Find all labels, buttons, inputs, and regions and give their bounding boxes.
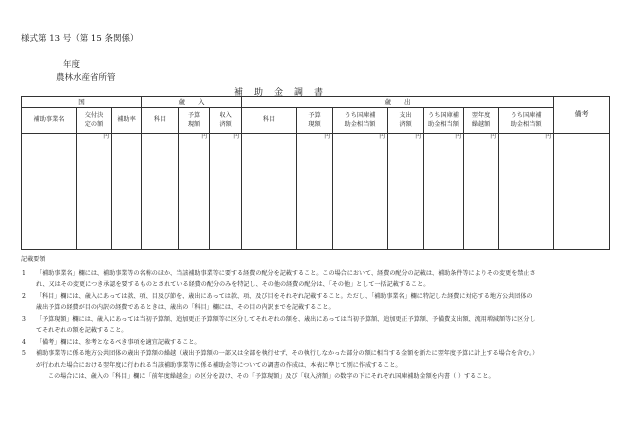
header-yosan-revenue [179,108,210,134]
group-kuni: 国 [22,97,142,108]
instruction-text: 「予算現額」欄には、歳入にあっては当初予算額、追加更正予算額等に区分してそれぞれの額を、歳出にあっては当初予算額、追加更正予算額、予備費支出額、流用増減額等に区分し [36,315,536,323]
cell-shishutsu-zumi [388,134,424,250]
fiscal-year-label: 年度 [63,60,81,70]
header-kofu-kettei-line1: 交付決 [84,112,104,120]
header-kokko-soto-a [333,108,388,134]
instructions [21,254,617,383]
instructions-title: 記載要領 [21,256,46,263]
header-kokko-soto-b-line2: 助金相当額 [428,120,459,128]
header-shishutsu-zumi-line2: 済額 [399,120,412,128]
cell-kokko-soto-b [424,134,464,250]
cell-yosan-expenditure [297,134,333,250]
header-jigyo-mei: 補助事業名 [22,108,77,134]
instruction-number: 5 [22,350,26,357]
group-expenditure: 歳 出 [242,97,554,108]
header-yosan-expenditure [297,108,333,134]
instruction-text: 「備考」欄には、参考となるべき事項を適宜記載すること。 [36,338,201,346]
instruction-text: 「補助事業名」欄には、補助事業等の名称のほか、当該補助事業等に要する経費の配分を記載すること。この場合において、経費の配分の記載は、補助条件等によりその変更を禁止さ [36,269,536,277]
header-yosan-expenditure-line2: 現額 [308,120,321,128]
header-yosan-expenditure-line1: 予算 [308,112,321,120]
group-revenue: 歳 入 [142,97,242,108]
header-kokko-soto-a-line2: 助金相当額 [344,120,376,128]
subsidy-table [21,96,610,250]
instruction-item-1 [21,268,617,280]
instruction-number: 4 [22,338,26,346]
header-kofu-kettei [77,108,112,134]
header-kokko-soto-b-line1: うち国庫補 [428,112,459,120]
instruction-item-2 [21,291,617,303]
cell-shunyu-zumi [210,134,242,250]
instruction-number: 3 [22,315,26,323]
document-title: 補助金調書 [234,88,335,98]
unit-yen: 円 [545,134,552,140]
header-kokko-soto-c [499,108,554,134]
instruction-number: 1 [22,269,26,277]
cell-jigyo-mei [22,134,77,250]
header-kurikoshi-line1: 翌年度 [471,112,491,120]
cell-kamoku-expenditure [242,134,297,250]
header-hojo-ritsu: 補助率 [112,108,142,134]
header-biko-label: 備考 [574,110,589,119]
instruction-item-5 [21,348,617,360]
unit-yen: 円 [490,134,496,140]
cell-kokko-soto-a [333,134,388,250]
header-kokko-soto-c-line2: 助金相当額 [510,120,542,128]
unit-yen: 円 [379,134,385,140]
cell-yosan-revenue [179,134,210,250]
instruction-number: 2 [22,292,26,300]
cell-kofu-kettei [77,134,112,250]
header-kokko-soto-a-line1: うち国庫補 [344,112,376,120]
header-shunyu-zumi-line2: 済額 [219,120,232,128]
cell-kokko-soto-c [499,134,554,250]
instruction-text-sub: この場合には、歳入の「科目」欄に「前年度繰越金」の区分を設け、その「予算現額」及び「収入済額」の数字の下にそれぞれ国庫補助金額を内書（ ）すること。 [48,373,495,380]
unit-yen: 円 [103,134,109,140]
unit-yen: 円 [324,134,330,140]
cell-kurikoshi [464,134,499,250]
header-shishutsu-zumi-line1: 支出 [399,112,412,120]
header-kamoku-revenue: 科目 [142,108,179,134]
header-kamoku-expenditure: 科目 [242,108,297,134]
header-biko [554,97,610,134]
header-yosan-revenue-line1: 予算 [187,112,201,120]
cell-hojo-ritsu [112,134,142,250]
header-shunyu-zumi [210,108,242,134]
instruction-item-3 [21,314,617,326]
header-kurikoshi-line2: 繰越額 [471,120,491,128]
unit-yen: 円 [455,134,461,140]
header-kofu-kettei-line2: 定の額 [84,120,104,128]
ministry-label: 農林水産省所管 [56,73,116,83]
instruction-text-cont: てそれぞれの額を記載すること。 [36,327,128,334]
header-kurikoshi [464,108,499,134]
instruction-text: 「科目」欄には、歳入にあっては款、項、目及び節を、歳出にあっては款、項、及び目をそれぞれ記載すること。ただし、「補助事業名」欄に特記した経費に対応する地方公共団体の [36,292,533,300]
unit-yen: 円 [201,134,207,140]
cell-biko [554,134,610,250]
header-kokko-soto-c-line1: うち国庫補 [510,112,542,120]
instruction-text-cont: 歳出予算の経費が目の内訳の経費であるときは、歳出の「科目」欄には、その目の内訳までを記載すること。 [36,304,335,311]
cell-kamoku-revenue [142,134,179,250]
header-shishutsu-zumi [388,108,424,134]
header-kokko-soto-b [424,108,464,134]
header-shunyu-zumi-line1: 収入 [219,112,232,120]
form-number: 様式第 13 号（第 15 条関係） [21,34,139,44]
unit-yen: 円 [233,134,239,140]
instruction-item-4 [21,337,617,349]
instruction-text: 補助事業等に係る地方公共団体の歳出予算額の繰越（歳出予算額の一部又は全部を執行せず、その執行しなかった部分の額に相当する金額を新たに翌年度予算に計上する場合を含む。） [36,350,539,357]
header-yosan-revenue-line2: 現額 [187,120,201,128]
unit-yen: 円 [415,134,421,140]
instruction-text-cont: れ、又はその変更につき承認を要するものとされている経費の配分のみを特記し、その他の経費の配分は、「その他」として一括記載すること。 [36,281,430,288]
instruction-text-cont: が行われた場合における翌年度に行われる当該補助事業等に係る補助金等についての調書の作成は、本表に準じて別に作成すること。 [36,361,402,369]
